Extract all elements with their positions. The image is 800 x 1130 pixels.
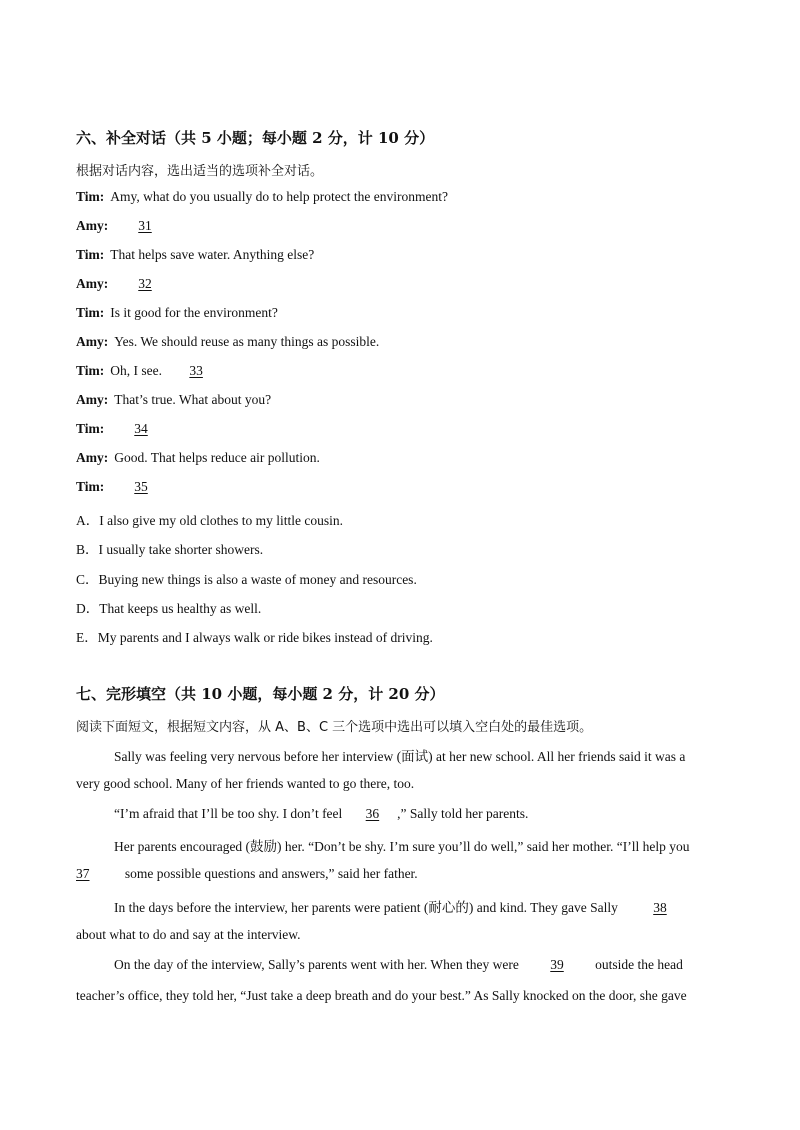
paragraph-line: [76, 866, 418, 882]
speaker: Tim:: [76, 305, 105, 320]
section7-instruction: 阅读下面短文，根据短文内容，从 A、B、C 三个选项中选出可以填入空白处的最佳选项。: [76, 720, 593, 735]
dialog-text: Good. That helps reduce air pollution.: [114, 450, 320, 465]
answer-blank-34: 34: [134, 421, 148, 436]
dialog-text: Amy, what do you usually do to help protect the environment?: [110, 189, 448, 204]
answer-blank-36: 36: [365, 806, 380, 821]
dialog-line: [76, 305, 278, 321]
option-c: C．Buying new things is also a waste of money and resources.: [76, 572, 417, 587]
paragraph-text: In the days before the interview, her parents were patient (耐心的) and kind. They gave Sally: [114, 900, 618, 915]
dialog-line: [76, 421, 150, 437]
dialog-text: Yes. We should reuse as many things as possible.: [114, 334, 380, 349]
paragraph-text: ,” Sally told her parents.: [397, 806, 529, 821]
dialog-line: [76, 276, 154, 292]
paragraph-line: teacher’s office, they told her, “Just take a deep breath and do your best.” As Sally knocked on the door, she gave: [76, 988, 687, 1003]
dialog-text: That’s true. What about you?: [114, 392, 272, 407]
speaker: Amy:: [76, 392, 109, 407]
dialog-line: [76, 363, 205, 379]
dialog-text: Oh, I see.: [110, 363, 162, 378]
paragraph-text: outside the head: [595, 957, 683, 972]
dialog-line: [76, 189, 448, 205]
speaker: Tim:: [76, 363, 105, 378]
dialog-line: [76, 334, 379, 350]
answer-blank-32: 32: [138, 276, 152, 291]
speaker: Tim:: [76, 189, 105, 204]
section7-title: 七、完形填空（共 10 小题，每小题 2 分，计 20 分）: [76, 685, 445, 703]
answer-blank-31: 31: [138, 218, 152, 233]
paragraph-text: On the day of the interview, Sally’s parents went with her. When they were: [114, 957, 519, 972]
option-a: A．I also give my old clothes to my little cousin.: [76, 513, 343, 528]
paragraph-text: some possible questions and answers,” said her father.: [124, 866, 418, 881]
section6-instruction: 根据对话内容，选出适当的选项补全对话。: [76, 164, 324, 179]
dialog-text: Is it good for the environment?: [110, 305, 278, 320]
dialog-text: That helps save water. Anything else?: [110, 247, 315, 262]
dialog-line: [76, 247, 314, 263]
paragraph-line: Sally was feeling very nervous before her interview (面试) at her new school. All her friends said it was a: [114, 749, 686, 764]
paragraph-text: “I’m afraid that I’ll be too shy. I don’t feel: [114, 806, 343, 821]
answer-blank-37: 37: [76, 866, 90, 881]
paragraph-line: [114, 896, 675, 916]
dialog-line: [76, 392, 271, 408]
paragraph-line: about what to do and say at the interview.: [76, 927, 301, 942]
section6-title: 六、补全对话（共 5 小题；每小题 2 分，计 10 分）: [76, 129, 435, 147]
dialog-line: [76, 218, 154, 234]
paragraph-line: [114, 957, 683, 973]
answer-blank-39: 39: [550, 957, 564, 972]
answer-blank-33: 33: [189, 363, 203, 378]
speaker: Tim:: [76, 421, 105, 436]
option-e: E．My parents and I always walk or ride bikes instead of driving.: [76, 630, 433, 645]
speaker: Amy:: [76, 450, 109, 465]
paragraph-line: [114, 806, 528, 822]
paragraph-line: very good school. Many of her friends wanted to go there, too.: [76, 776, 415, 791]
option-b: B．I usually take shorter showers.: [76, 542, 264, 557]
dialog-line: [76, 450, 320, 466]
speaker: Tim:: [76, 479, 105, 494]
speaker: Amy:: [76, 218, 109, 233]
paragraph-line: Her parents encouraged (鼓励) her. “Don’t be shy. I’m sure you’ll do well,” said her mother. “I’ll help you: [114, 839, 690, 854]
speaker: Tim:: [76, 247, 105, 262]
answer-blank-38: 38: [653, 900, 667, 915]
answer-blank-35: 35: [134, 479, 148, 494]
speaker: Amy:: [76, 334, 109, 349]
option-d: D．That keeps us healthy as well.: [76, 601, 262, 616]
dialog-line: [76, 479, 150, 495]
speaker: Amy:: [76, 276, 109, 291]
